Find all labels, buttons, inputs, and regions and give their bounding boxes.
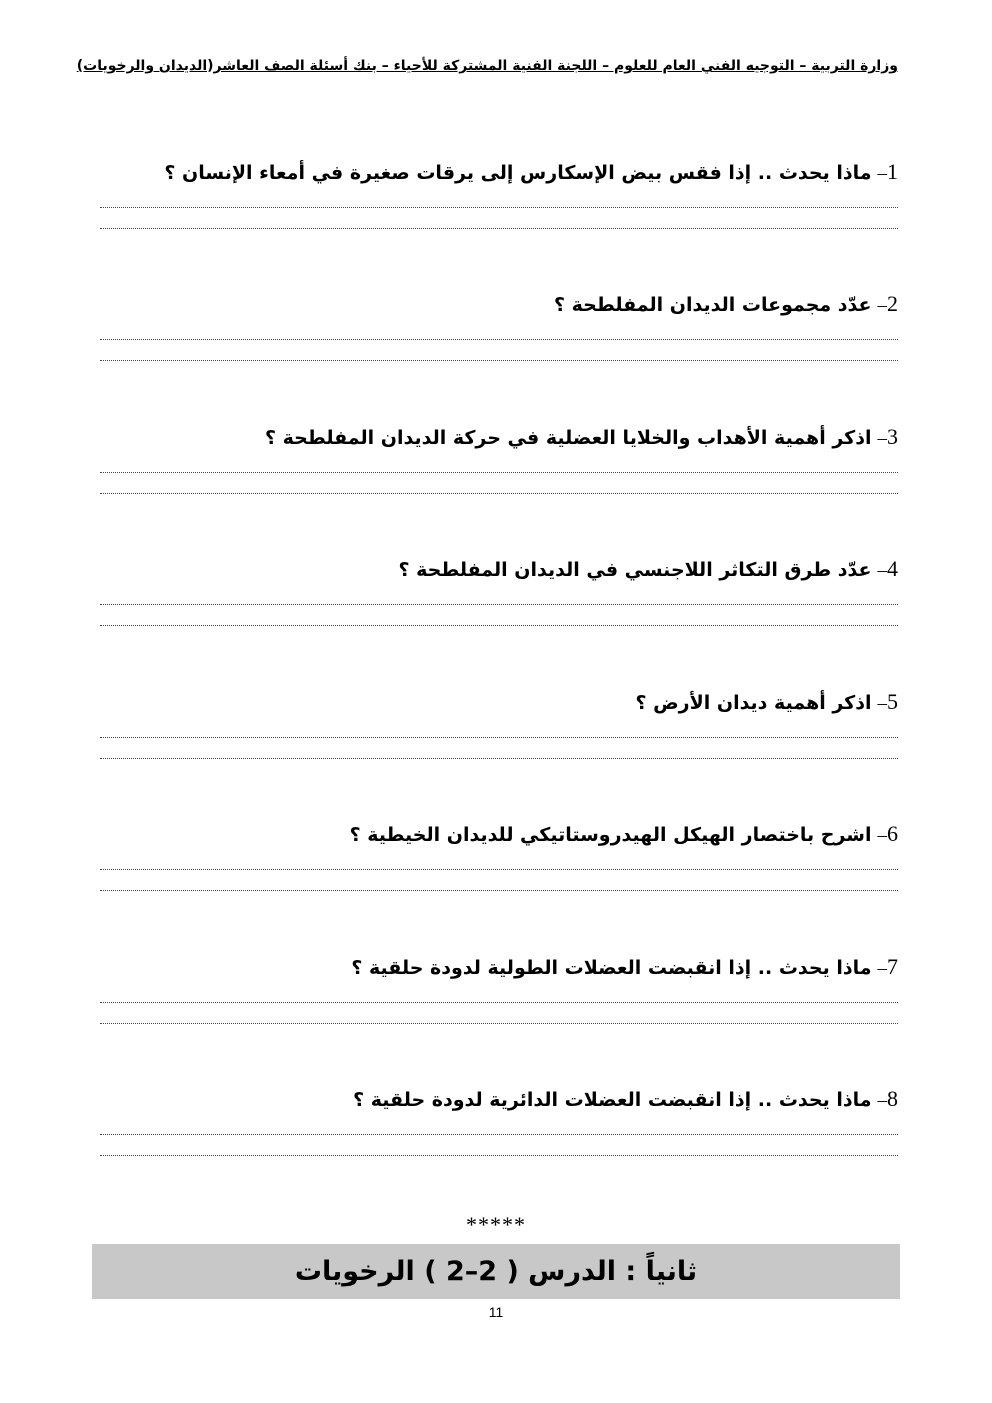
answer-line[interactable] [100, 472, 898, 473]
answer-line[interactable] [100, 758, 898, 759]
answer-line[interactable] [100, 339, 898, 340]
question-number: 1 [887, 159, 898, 184]
question-number: 3 [887, 424, 898, 449]
question-text: اذكر أهمية ديدان الأرض ؟ [635, 692, 872, 714]
answer-line[interactable] [100, 625, 898, 626]
page-number: 11 [488, 1304, 504, 1320]
question-number: 4 [887, 556, 898, 581]
answer-line[interactable] [100, 869, 898, 870]
question-number: 6 [887, 821, 898, 846]
section-banner: ثانياً : الدرس ( 2–2 ) الرخويات [92, 1244, 900, 1299]
question-6: 6–اشرح باختصار الهيكل الهيدروستاتيكي للديدان الخيطية ؟ [100, 817, 898, 891]
question-text: اشرح باختصار الهيكل الهيدروستاتيكي للديدان الخيطية ؟ [349, 824, 872, 846]
answer-line[interactable] [100, 207, 898, 208]
question-text: ماذا يحدث .. إذا انقبضت العضلات الدائرية لدودة حلقية ؟ [353, 1089, 872, 1111]
question-text: ماذا يحدث .. إذا فقس بيض الإسكارس إلى يرقات صغيرة في أمعاء الإنسان ؟ [164, 162, 872, 184]
question-number: 7 [887, 954, 898, 979]
answer-line[interactable] [100, 360, 898, 361]
answer-line[interactable] [100, 1155, 898, 1156]
question-5: 5–اذكر أهمية ديدان الأرض ؟ [100, 685, 898, 759]
page-header: وزارة التربية – التوجيه الفني العام للعلوم – اللجنة الفنية المشتركة للأحياء – بنك أسئلة الصف العاشر(الديدان والرخويات) [76, 58, 898, 74]
question-number: 2 [887, 291, 898, 316]
question-2: 2–عدّد مجموعات الديدان المفلطحة ؟ [100, 287, 898, 361]
question-text: عدّد طرق التكاثر اللاجنسي في الديدان المفلطحة ؟ [398, 559, 872, 581]
answer-line[interactable] [100, 1023, 898, 1024]
question-4: 4–عدّد طرق التكاثر اللاجنسي في الديدان المفلطحة ؟ [100, 552, 898, 626]
section-separator: ***** [466, 1212, 526, 1237]
question-number: 5 [887, 689, 898, 714]
answer-line[interactable] [100, 228, 898, 229]
question-text: اذكر أهمية الأهداب والخلايا العضلية في حركة الديدان المفلطحة ؟ [264, 427, 872, 449]
question-text: ماذا يحدث .. إذا انقبضت العضلات الطولية لدودة حلقية ؟ [351, 957, 872, 979]
answer-line[interactable] [100, 493, 898, 494]
question-7: 7–ماذا يحدث .. إذا انقبضت العضلات الطولية لدودة حلقية ؟ [100, 950, 898, 1024]
question-number: 8 [887, 1086, 898, 1111]
answer-line[interactable] [100, 737, 898, 738]
question-3: 3–اذكر أهمية الأهداب والخلايا العضلية في حركة الديدان المفلطحة ؟ [100, 420, 898, 494]
answer-line[interactable] [100, 1002, 898, 1003]
answer-line[interactable] [100, 1134, 898, 1135]
answer-line[interactable] [100, 890, 898, 891]
answer-line[interactable] [100, 604, 898, 605]
question-text: عدّد مجموعات الديدان المفلطحة ؟ [554, 294, 872, 316]
question-1: 1–ماذا يحدث .. إذا فقس بيض الإسكارس إلى يرقات صغيرة في أمعاء الإنسان ؟ [100, 155, 898, 229]
question-8: 8–ماذا يحدث .. إذا انقبضت العضلات الدائرية لدودة حلقية ؟ [100, 1082, 898, 1156]
